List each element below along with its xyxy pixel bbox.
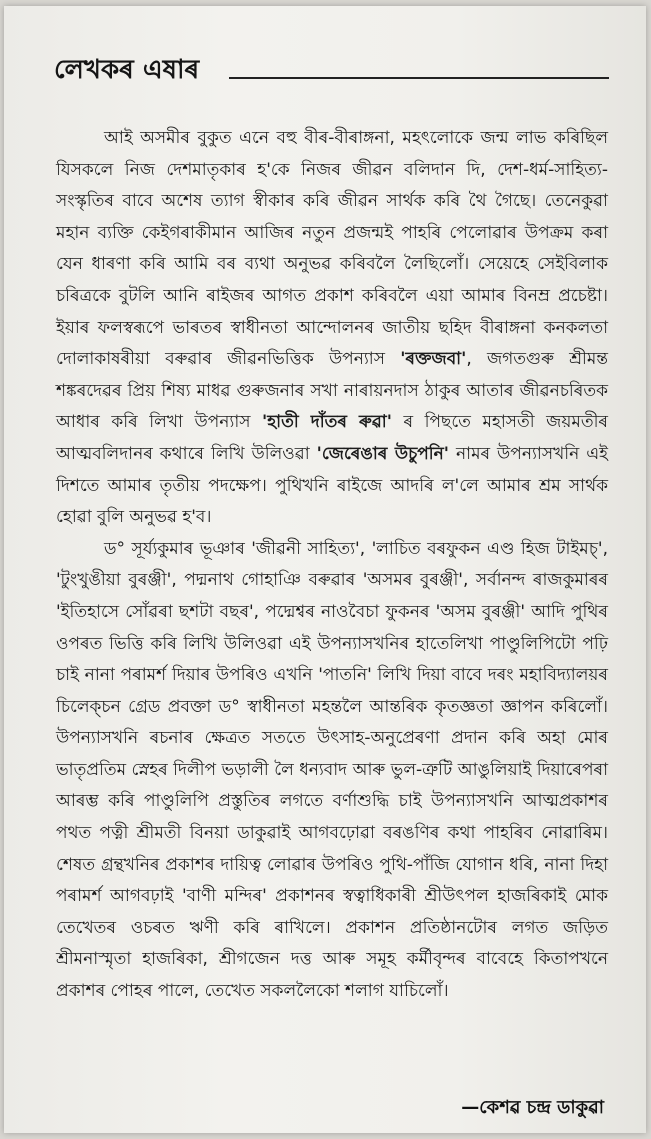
- paragraph-text: নামৰ উপন্যাসখনি এই দিশতে আমাৰ তৃতীয় পদক্ষেপ। পুথিখনি ৰাইজে আদৰি ল'লে আমাৰ শ্ৰম সাৰ্থক হোৱা বুলি অনুভৱ হ'ব।: [56, 443, 608, 528]
- paragraph-1: [56, 123, 608, 534]
- paragraph-text: ৰ পিছতে মহাসতী জয়মতীৰ আত্মবলিদানৰ কথাৰে লিখি উলিওৱা: [56, 412, 609, 464]
- author-signature: —কেশৱ চন্দ্ৰ ডাকুৱা: [461, 1097, 604, 1118]
- heading-title: লেখকৰ এষাৰ: [54, 55, 200, 85]
- heading-underline: [229, 77, 609, 79]
- section-heading: [54, 52, 609, 88]
- bold-title: 'জেৰেঙাৰ উচুপনি': [316, 443, 450, 464]
- bold-title: 'ৰক্তজবা': [400, 349, 467, 370]
- paragraph-text: , জগতগুৰু শ্ৰীমন্ত শঙ্কৰদেৱৰ প্ৰিয় শিষ্য মাধৱ গুৰুজনাৰ সখা নাৰায়নদাস ঠাকুৰ আতাৰ জীৱনচৰিতক আধাৰ কৰি লিখা উপন্যাস: [56, 349, 608, 433]
- book-page: [4, 6, 646, 1133]
- paragraph-text: ড° সূৰ্য্যকুমাৰ ভূঞাৰ 'জীৱনী সাহিত্য', 'লাচিত বৰফুকন এণ্ড হিজ টাইমচ্', 'টুংখুঙীয়া বুৰঞ্জী', পদ্মনাথ গোহাঞি বৰুৱাৰ 'অসমৰ বুৰঞ্জী', সৰ্বানন্দ ৰাজকুমাৰৰ 'ইতিহাসে সোঁৱৰা ছশটা বছৰ', পদ্মেশ্বৰ নাওবৈচা ফুকনৰ 'অসম বুৰঞ্জী' আদি পুথিৰ ওপৰত ভিত্তি কৰি লিখি উলিওৱা এই উপন্যাসখনিৰ হাতেলিখা পাণ্ডুলিপিটো পঢ়ি চাই নানা পৰামৰ্শ দিয়াৰ উপৰিও এখনি 'পাতনি' লিখি দিয়া বাবে দৰং মহাবিদ্যালয়ৰ চিলেক্চন গ্ৰেড প্ৰবক্তা ড° স্বাধীনতা মহন্তলৈ আন্তৰিক কৃতজ্ঞতা জ্ঞাপন কৰিলোঁ। উপন্যাসখনি ৰচনাৰ ক্ষেত্ৰত সততে উৎসাহ-অনুপ্ৰেৰণা প্ৰদান কৰি অহা মোৰ ভাতৃপ্ৰতিম স্নেহৰ দিলীপ ভড়ালী লৈ ধন্যবাদ আৰু ভুল-ত্ৰুটি আঙুলিয়াই দিয়াৰেপৰা আৰম্ভ কৰি পাণ্ডুলিপি প্ৰস্তুতিৰ লগতে বৰ্ণাশুদ্ধি চাই উপন্যাসখনি আত্মপ্ৰকাশৰ পথত পত্নী শ্ৰীমতী বিনয়া ডাকুৱাই আগবঢ়োৱা বৰঙণিৰ কথা পাহৰিব নোৱাৰিম। শেষত গ্ৰন্থখনিৰ প্ৰকাশৰ দায়িত্ব লোৱাৰ উপৰিও পুথি-পাঁজি যোগান ধৰি, নানা দিহা পৰামৰ্শ আগবঢ়াই 'বাণী মন্দিৰ' প্ৰকাশনৰ স্বত্বাধিকাৰী শ্ৰীউৎপল হাজৰিকাই মোক তেখেতৰ ওচৰত ঋণী কৰি ৰাখিলে। প্ৰকাশন প্ৰতিষ্ঠানটোৰ লগত জড়িত শ্ৰীমনাস্মৃতা হাজৰিকা, শ্ৰীগজেন দত্ত আৰু সমূহ কৰ্মীবৃন্দৰ বাবেহে কিতাপখনে প্ৰকাশৰ পোহৰ পালে, তেখেত সকললৈকো শলাগ যাচিলোঁ।: [56, 538, 608, 1002]
- paragraph-2: [56, 534, 608, 1008]
- paragraph-text: আই অসমীৰ বুকুত এনে বহু বীৰ-বীৰাঙ্গনা, মহৎলোকে জন্ম লাভ কৰিছিল যিসকলে নিজ দেশমাতৃকাৰ হ'কে নিজৰ জীৱন বলিদান দি, দেশ-ধৰ্ম-সাহিত্য-সংস্কৃতিৰ বাবে অশেষ ত্যাগ স্বীকাৰ কৰি জীৱন সাৰ্থক কৰি থৈ গৈছে। তেনেকুৱা মহান ব্যক্তি কেইগৰাকীমান আজিৰ নতুন প্ৰজন্মই পাহৰি পেলোৱাৰ উপক্ৰম কৰা যেন ধাৰণা কৰি আমি বৰ ব্যথা অনুভৱ কৰিবলৈ লৈছিলোঁ। সেয়েহে সেইবিলাক চৰিত্ৰকে বুটলি আনি ৰাইজৰ আগত প্ৰকাশ কৰিবলৈ এয়া আমাৰ বিনম্ৰ প্ৰচেষ্টা। ইয়াৰ ফলস্বৰূপে ভাৰতৰ স্বাধীনতা আন্দোলনৰ জাতীয় ছহিদ বীৰাঙ্গনা কনকলতা দোলাকাষৰীয়া বৰুৱাৰ জীৱনভিত্তিক উপন্যাস: [56, 128, 608, 370]
- body-text: [56, 123, 608, 1008]
- bold-title: 'হাতী দাঁতৰ ৰুৱা': [262, 412, 392, 433]
